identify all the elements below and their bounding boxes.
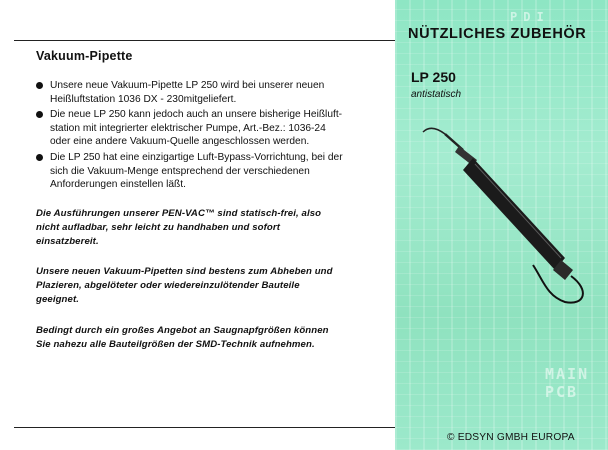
pcb-watermark-top: PDI [510, 10, 550, 24]
bottom-divider [14, 427, 395, 428]
bullet-dot-icon [36, 111, 43, 118]
feature-line: oder eine andere Vakuum-Quelle angeschlossen werden. [50, 136, 310, 148]
product-subtitle: antistatisch [411, 89, 462, 100]
feature-item [36, 151, 381, 192]
feature-line: Unsere neue Vakuum-Pipette LP 250 wird bei unserer neuen [50, 80, 325, 91]
feature-line: Die LP 250 hat eine einzigartige Luft-Bypass-Vorrichtung, bei der [50, 151, 343, 163]
paragraph-line: Sie nahezu alle Bauteilgrößen der SMD-Technik aufnehmen. [36, 339, 315, 350]
paragraph-line: geeignet. [36, 294, 80, 305]
paragraph-line: nicht aufladbar, sehr leicht zu handhaben und sofort [36, 222, 280, 233]
feature-line: station mit integrierter elektrischer Pumpe, Art.-Bez.: 1036-24 [50, 122, 326, 134]
feature-line: sich die Vakuum-Menge entsprechend der verschiedenen [50, 165, 310, 177]
highlight-paragraph [36, 324, 376, 352]
paragraph-line: Plazieren, abgelöteter oder wiedereinzulötender Bauteile [36, 280, 300, 291]
paragraph-line: einsatzbereit. [36, 236, 99, 247]
highlight-paragraph [36, 265, 376, 307]
bullet-dot-icon [36, 154, 43, 161]
feature-item [36, 79, 381, 106]
feature-list [36, 79, 381, 194]
paragraph-line: Die Ausführungen unserer PEN-VAC™ sind statisch-frei, also [36, 208, 322, 219]
product-name: LP 250 [411, 69, 456, 85]
vacuum-pipette-icon [415, 120, 595, 310]
sidebar-panel [395, 0, 608, 450]
feature-line: Heißluftstation 1036 DX - 230mitgeliefert. [50, 93, 237, 105]
copyright: © EDSYN GMBH EUROPA [447, 432, 575, 443]
section-title: NÜTZLICHES ZUBEHÖR [408, 26, 587, 42]
feature-line: Die neue LP 250 kann jedoch auch an unsere bisherige Heißluft- [50, 109, 343, 121]
feature-line: Anforderungen einstellen läßt. [50, 179, 186, 191]
bullet-dot-icon [36, 82, 43, 89]
paragraph-line: Unsere neuen Vakuum-Pipetten sind bestens zum Abheben und [36, 266, 333, 277]
page-title: Vakuum-Pipette [36, 49, 133, 63]
pcb-watermark-bottom: MAIN PCB [545, 365, 590, 401]
highlight-paragraph [36, 207, 376, 249]
top-divider [14, 40, 395, 41]
feature-item [36, 108, 381, 149]
paragraph-line: Bedingt durch ein großes Angebot an Saugnapfgrößen können [36, 325, 329, 336]
